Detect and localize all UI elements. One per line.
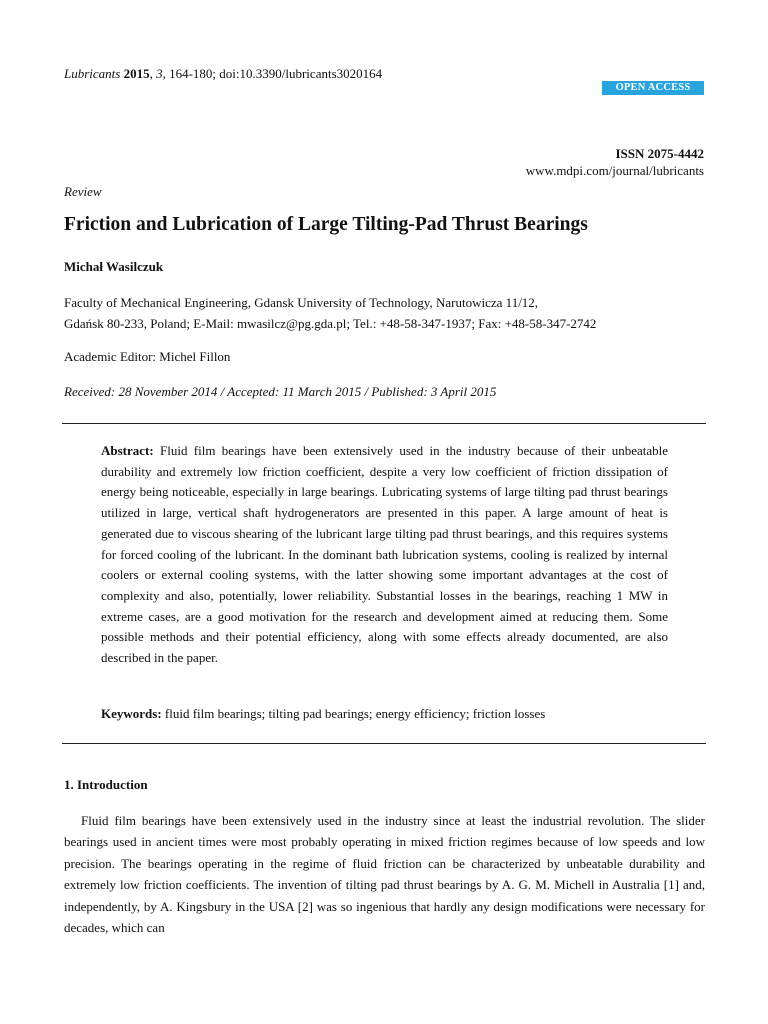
journal-citation: Lubricants 2015, 3, 164-180; doi:10.3390/lubricants3020164 <box>64 66 383 81</box>
article-title: Friction and Lubrication of Large Tilting-Pad Thrust Bearings <box>64 214 588 235</box>
section-paragraph: Fluid film bearings have been extensively used in the industry since at least the industrial revolution. The slider bearings used in ancient times were most probably operating in mixed friction regimes because of low speeds and low precision. The bearings operating in the regime of fluid friction can be characterized by unbeatable durability and extremely low friction coefficients. The invention of tilting pad thrust bearings by A. G. M. Michell in Australia [1] and, independently, by A. Kingsbury in the USA [2] was so ingenious that hardly any design modifications were necessary for decades, which can <box>64 813 705 936</box>
affiliation-line-2: Gdańsk 80-233, Poland; E-Mail: mwasilcz@pg.gda.pl; Tel.: +48-58-347-1937; Fax: +48-58-347-2742 <box>64 316 597 331</box>
issn: ISSN 2075-4442 <box>615 146 704 161</box>
abstract-text: Fluid film bearings have been extensively used in the industry because of their unbeatable durability and extremely low friction coefficient, despite a very low coefficient of friction dissipation of energy being noticeable, especially in large bearings. Lubricating systems of large tilting pad thrust bearings utilized in large, vertical shaft hydrogenerators are presented in this paper. A large amount of heat is generated due to viscous shearing of the lubricant large tilting pad thrust bearings, and this requires systems for forced cooling of the lubricant. In the dominant bath lubrication systems, cooling is realized by internal coolers or external cooling systems, with the latter showing some important advantages at the cost of complexity and also, potentially, lower reliability. Substantial losses in the bearings, reaching 1 MW in extreme cases, are a good motivation for the research and development aimed at reducing them. Some possible methods and their potential efficiency, along with some effects already documented, are also described in the paper. <box>101 443 668 666</box>
article-type: Review <box>64 184 102 199</box>
journal-url[interactable]: www.mdpi.com/journal/lubricants <box>525 163 704 178</box>
keywords <box>101 706 545 722</box>
affiliation-line-1: Faculty of Mechanical Engineering, Gdansk University of Technology, Narutowicza 11/12, <box>64 295 539 310</box>
academic-editor: Academic Editor: Michel Fillon <box>64 349 231 364</box>
section-heading: 1. Introduction <box>64 777 148 792</box>
publication-dates: Received: 28 November 2014 / Accepted: 11 March 2015 / Published: 3 April 2015 <box>64 384 497 399</box>
keywords-label: Keywords: <box>101 706 162 721</box>
article-author: Michał Wasilczuk <box>64 259 164 274</box>
affiliation <box>64 292 596 334</box>
pages-doi: , 164-180; doi:10.3390/lubricants3020164 <box>162 66 383 81</box>
journal-year: 2015 <box>123 66 150 81</box>
abstract-top-rule <box>62 423 706 424</box>
journal-volume: 3 <box>156 66 163 81</box>
keywords-text: fluid film bearings; tilting pad bearings; energy efficiency; friction losses <box>164 706 546 721</box>
open-access-badge: OPEN ACCESS <box>602 81 704 95</box>
abstract-label: Abstract: <box>101 443 154 458</box>
journal-name: Lubricants <box>64 66 121 81</box>
abstract-bottom-rule <box>62 743 706 744</box>
abstract <box>101 441 668 669</box>
